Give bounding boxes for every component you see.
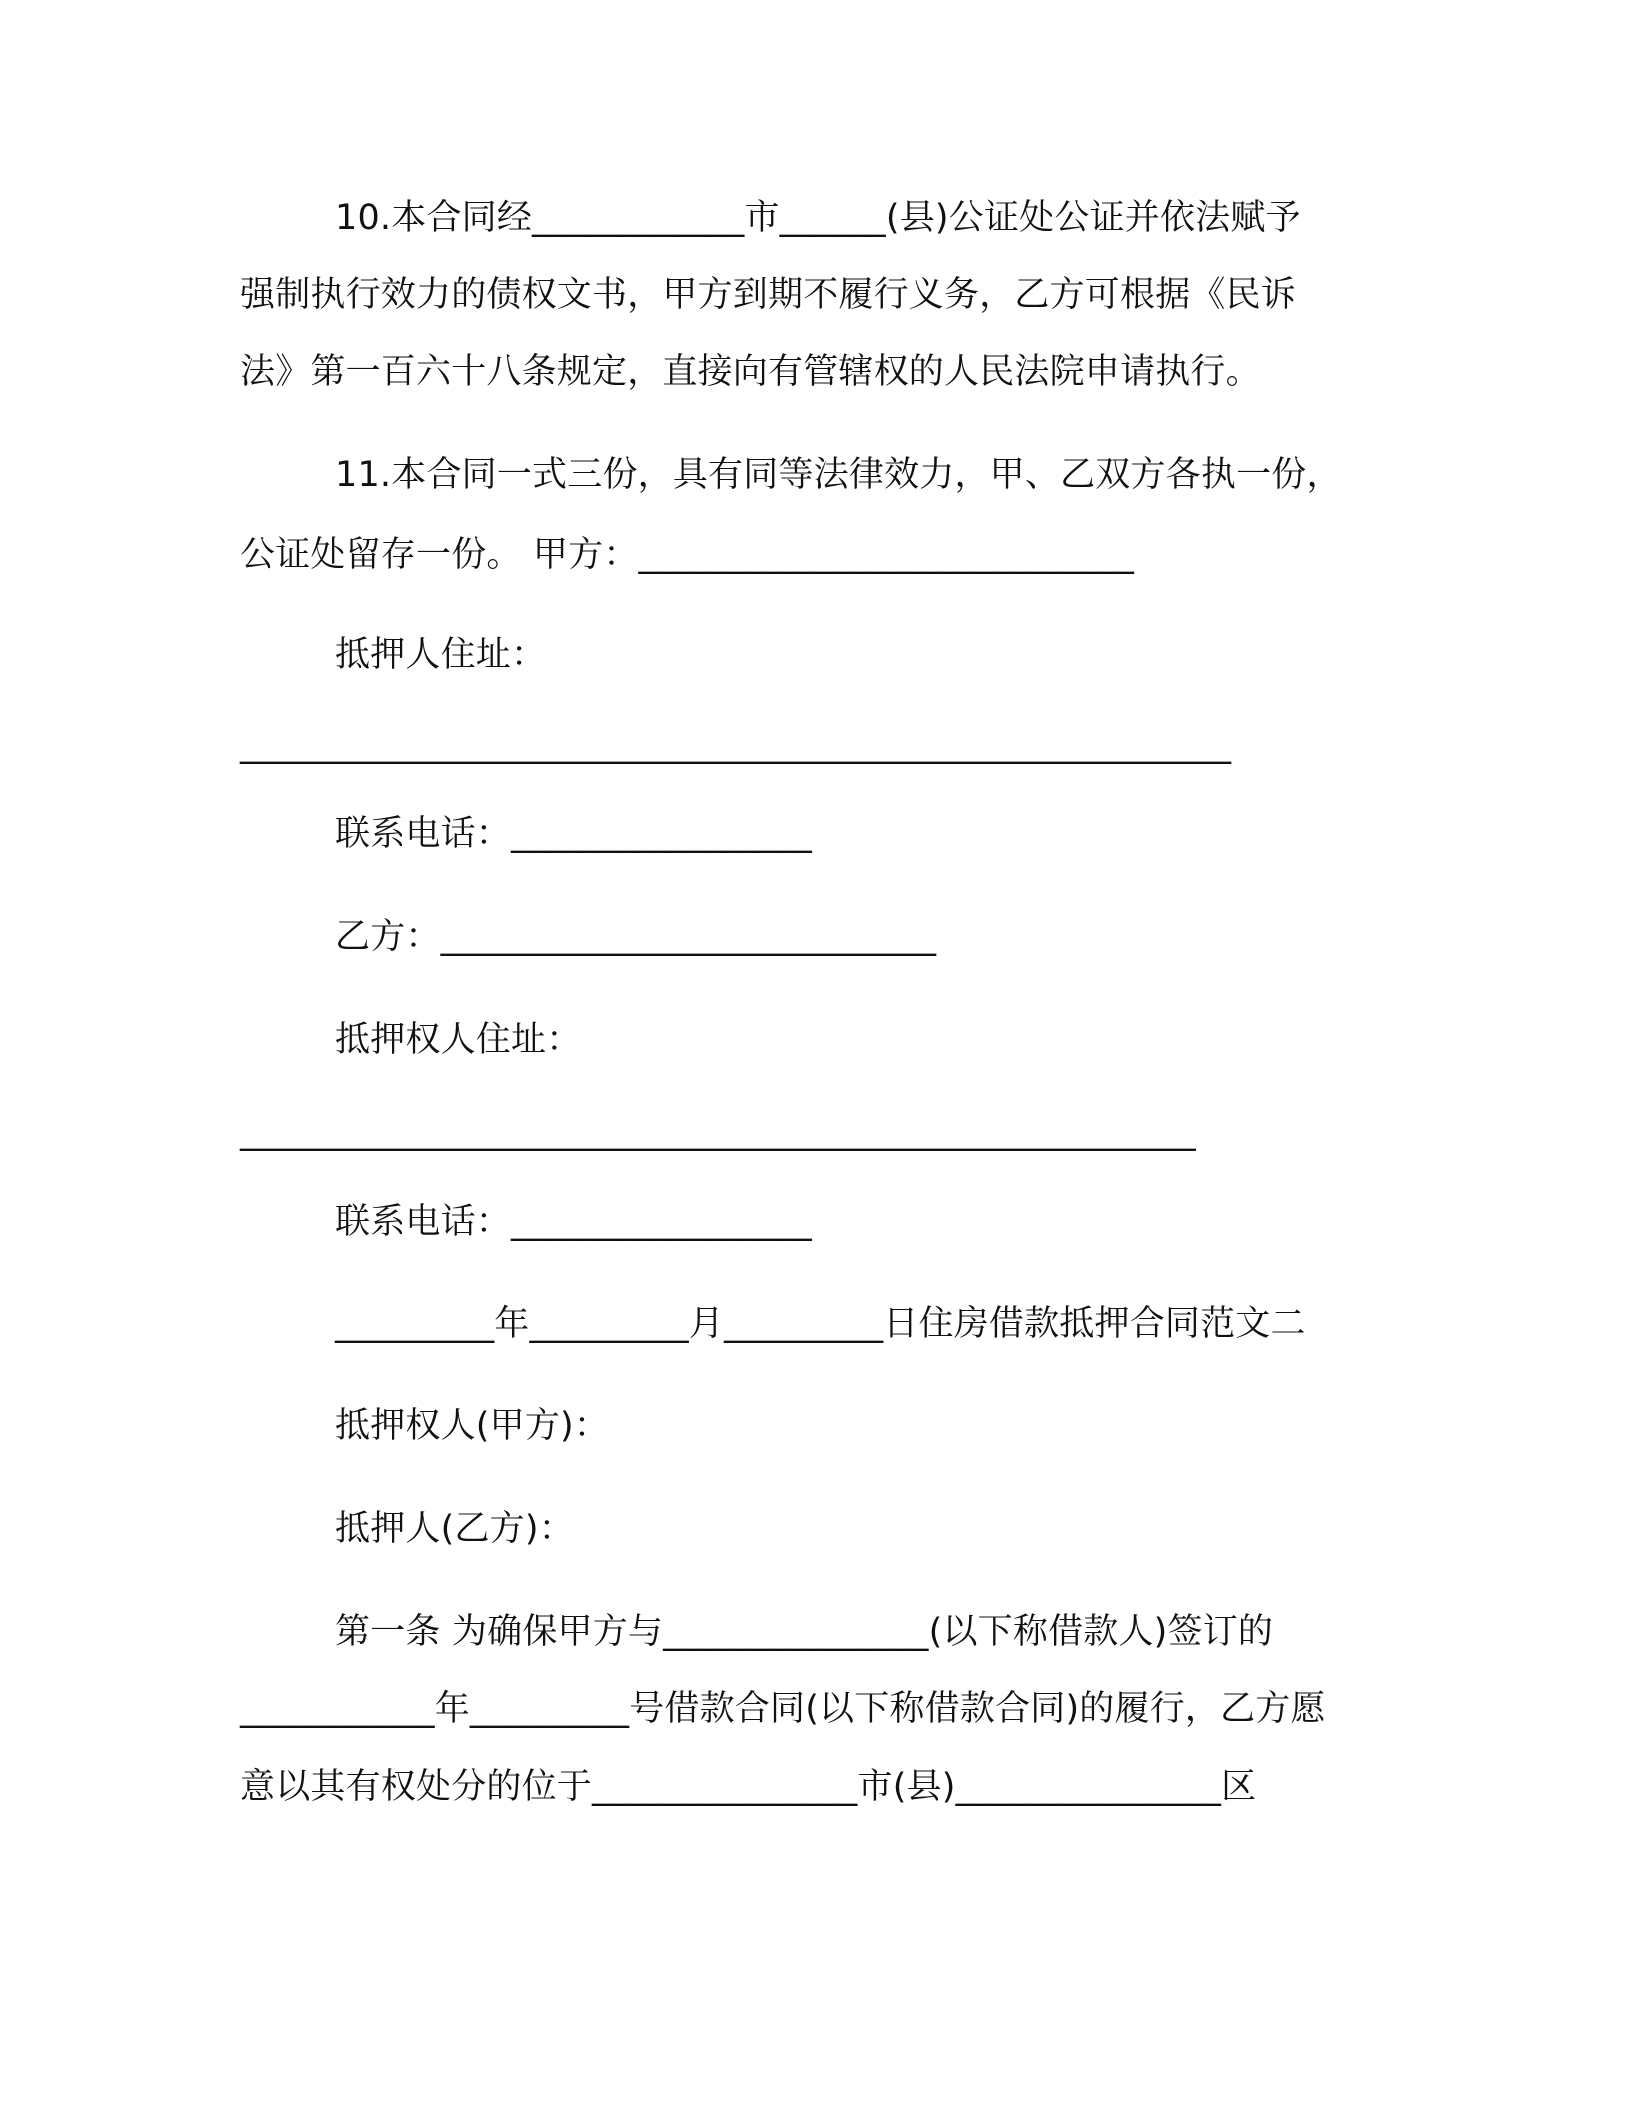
article-1-line-1: 第一条 为确保甲方与_______________(以下称借款人)签订的 bbox=[335, 1612, 1274, 1652]
mortgagor-address-label: 抵押人住址： bbox=[335, 635, 547, 675]
mortgagee-address-label: 抵押权人住址： bbox=[335, 1020, 582, 1060]
date-and-title-line: _________年_________月_________日住房借款抵押合同范文二 bbox=[335, 1304, 1306, 1344]
clause-11-line-1: 11.本合同一式三份，具有同等法律效力，甲、乙双方各执一份， bbox=[335, 455, 1342, 495]
mortgagor-phone-line: 联系电话：_________________ bbox=[335, 814, 812, 854]
mortgagor-party-b-label: 抵押人(乙方)： bbox=[335, 1509, 574, 1549]
mortgagee-phone-line: 联系电话：_________________ bbox=[335, 1202, 812, 1242]
clause-10-line-2: 强制执行效力的债权文书，甲方到期不履行义务，乙方可根据《民诉 bbox=[240, 275, 1297, 315]
clause-11-line-2: 公证处留存一份。 甲方：____________________________ bbox=[240, 535, 1135, 575]
mortgagee-address-blank: ______________________________________________________ bbox=[240, 1112, 1196, 1152]
party-b-line: 乙方：____________________________ bbox=[335, 917, 937, 957]
article-1-line-2: ___________年_________号借款合同(以下称借款合同)的履行，乙方愿 bbox=[240, 1689, 1326, 1729]
mortgagee-party-a-label: 抵押权人(甲方)： bbox=[335, 1406, 610, 1446]
article-1-line-3: 意以其有权处分的位于_______________市(县)_______________区 bbox=[240, 1767, 1257, 1807]
clause-10-line-3: 法》第一百六十八条规定，直接向有管辖权的人民法院申请执行。 bbox=[240, 352, 1261, 392]
mortgagor-address-blank: ________________________________________________________ bbox=[240, 725, 1232, 765]
clause-10-line-1: 10.本合同经____________市______(县)公证处公证并依法赋予 bbox=[335, 198, 1301, 238]
